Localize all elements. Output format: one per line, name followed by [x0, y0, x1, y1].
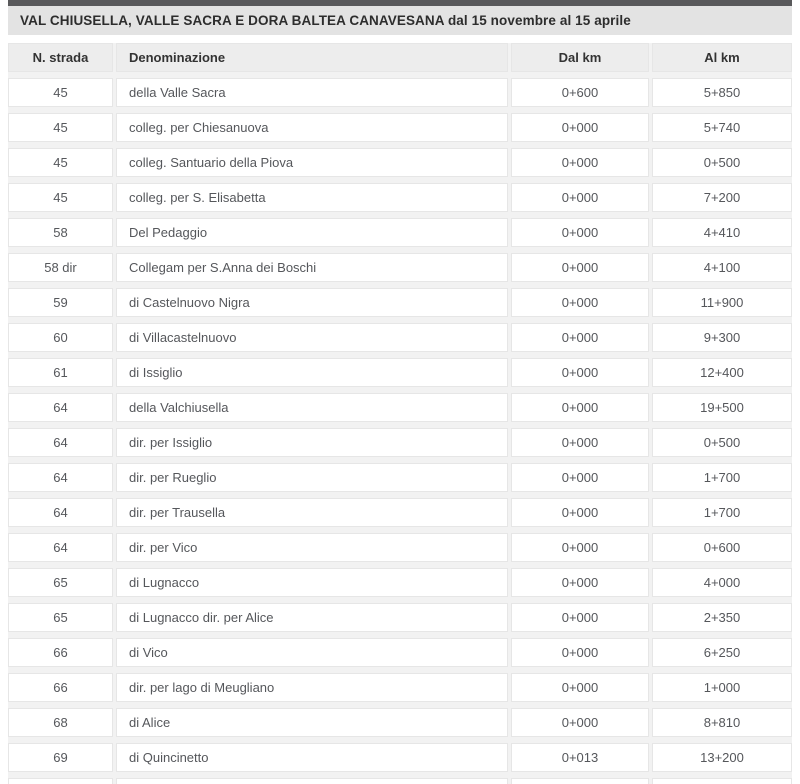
table-cell: 0+500	[652, 148, 792, 177]
table-cell: della Valchiusella	[116, 393, 508, 422]
table-cell: di Quincinetto	[116, 743, 508, 772]
table-cell: 0+013	[511, 743, 649, 772]
table-cell: 0+000	[511, 218, 649, 247]
table-cell: 4+410	[652, 218, 792, 247]
table-cell: dir. per Vico	[116, 533, 508, 562]
table-cell: 2+350	[652, 603, 792, 632]
table-cell: 59	[8, 288, 113, 317]
table-cell: 0+000	[511, 323, 649, 352]
table-cell	[652, 778, 792, 784]
table-grid	[8, 43, 792, 784]
table-cell: 0+000	[511, 568, 649, 597]
table-cell: 0+000	[511, 428, 649, 457]
table-cell: Del Pedaggio	[116, 218, 508, 247]
table-cell: 7+200	[652, 183, 792, 212]
table-cell: 60	[8, 323, 113, 352]
table-cell: 5+740	[652, 113, 792, 142]
table-cell: di Vico	[116, 638, 508, 667]
table-cell: 0+000	[511, 603, 649, 632]
table-cell: 4+100	[652, 253, 792, 282]
table-cell: 64	[8, 393, 113, 422]
table-cell: 13+200	[652, 743, 792, 772]
table-cell: 64	[8, 533, 113, 562]
table-cell: 69	[8, 743, 113, 772]
table-cell: 4+000	[652, 568, 792, 597]
table-cell: 64	[8, 428, 113, 457]
table-cell: 0+000	[511, 288, 649, 317]
column-header-denominazione: Denominazione	[116, 43, 508, 72]
table-cell: di Lugnacco	[116, 568, 508, 597]
table-cell: 45	[8, 148, 113, 177]
table-cell: 64	[8, 463, 113, 492]
table-cell: colleg. per S. Elisabetta	[116, 183, 508, 212]
table-cell: 61	[8, 358, 113, 387]
table-cell: 1+700	[652, 498, 792, 527]
table-cell: 1+700	[652, 463, 792, 492]
column-header-al-km: Al km	[652, 43, 792, 72]
table-cell: di Alice	[116, 708, 508, 737]
table-cell: colleg. Santuario della Piova	[116, 148, 508, 177]
table-cell: 0+000	[511, 533, 649, 562]
table-cell: 1+000	[652, 673, 792, 702]
table-cell: della Valle Sacra	[116, 78, 508, 107]
table-cell: 9+300	[652, 323, 792, 352]
table-cell: 0+000	[511, 148, 649, 177]
table-cell: 0+000	[511, 393, 649, 422]
table-cell: 66	[8, 673, 113, 702]
table-cell: dir. per Rueglio	[116, 463, 508, 492]
table-cell: 5+850	[652, 78, 792, 107]
table-cell: 45	[8, 113, 113, 142]
table-title: VAL CHIUSELLA, VALLE SACRA E DORA BALTEA CANAVESANA dal 15 novembre al 15 aprile	[20, 13, 631, 28]
table-cell: dir. per lago di Meugliano	[116, 673, 508, 702]
table-cell: 0+600	[511, 78, 649, 107]
column-header-dal-km: Dal km	[511, 43, 649, 72]
table-cell: 0+000	[511, 253, 649, 282]
table-cell: dir. per Issiglio	[116, 428, 508, 457]
table-cell: 45	[8, 78, 113, 107]
table-cell: 65	[8, 568, 113, 597]
table-cell: 58	[8, 218, 113, 247]
table-cell: 0+500	[652, 428, 792, 457]
table-cell: di Villacastelnuovo	[116, 323, 508, 352]
table-title-bar	[8, 0, 792, 35]
roads-closure-table	[8, 0, 792, 784]
column-header-n-strada: N. strada	[8, 43, 113, 72]
table-cell: 0+000	[511, 113, 649, 142]
table-cell: 12+400	[652, 358, 792, 387]
table-cell: 0+000	[511, 358, 649, 387]
table-cell: 8+810	[652, 708, 792, 737]
table-cell: 65	[8, 603, 113, 632]
table-cell: 58 dir	[8, 253, 113, 282]
table-cell: 0+000	[511, 708, 649, 737]
table-cell: dir. per Trausella	[116, 498, 508, 527]
table-cell: 19+500	[652, 393, 792, 422]
table-cell	[8, 778, 113, 784]
table-cell: 68	[8, 708, 113, 737]
table-cell: di Lugnacco dir. per Alice	[116, 603, 508, 632]
table-cell: di Castelnuovo Nigra	[116, 288, 508, 317]
table-cell: di Issiglio	[116, 358, 508, 387]
table-cell: 0+000	[511, 673, 649, 702]
table-cell: 0+000	[511, 463, 649, 492]
table-cell: 0+600	[652, 533, 792, 562]
table-cell: 66	[8, 638, 113, 667]
table-cell: 45	[8, 183, 113, 212]
table-cell	[511, 778, 649, 784]
table-cell: 0+000	[511, 183, 649, 212]
table-cell	[116, 778, 508, 784]
table-cell: colleg. per Chiesanuova	[116, 113, 508, 142]
table-cell: 0+000	[511, 498, 649, 527]
table-cell: 0+000	[511, 638, 649, 667]
table-cell: 64	[8, 498, 113, 527]
table-cell: 6+250	[652, 638, 792, 667]
table-cell: 11+900	[652, 288, 792, 317]
table-cell: Collegam per S.Anna dei Boschi	[116, 253, 508, 282]
